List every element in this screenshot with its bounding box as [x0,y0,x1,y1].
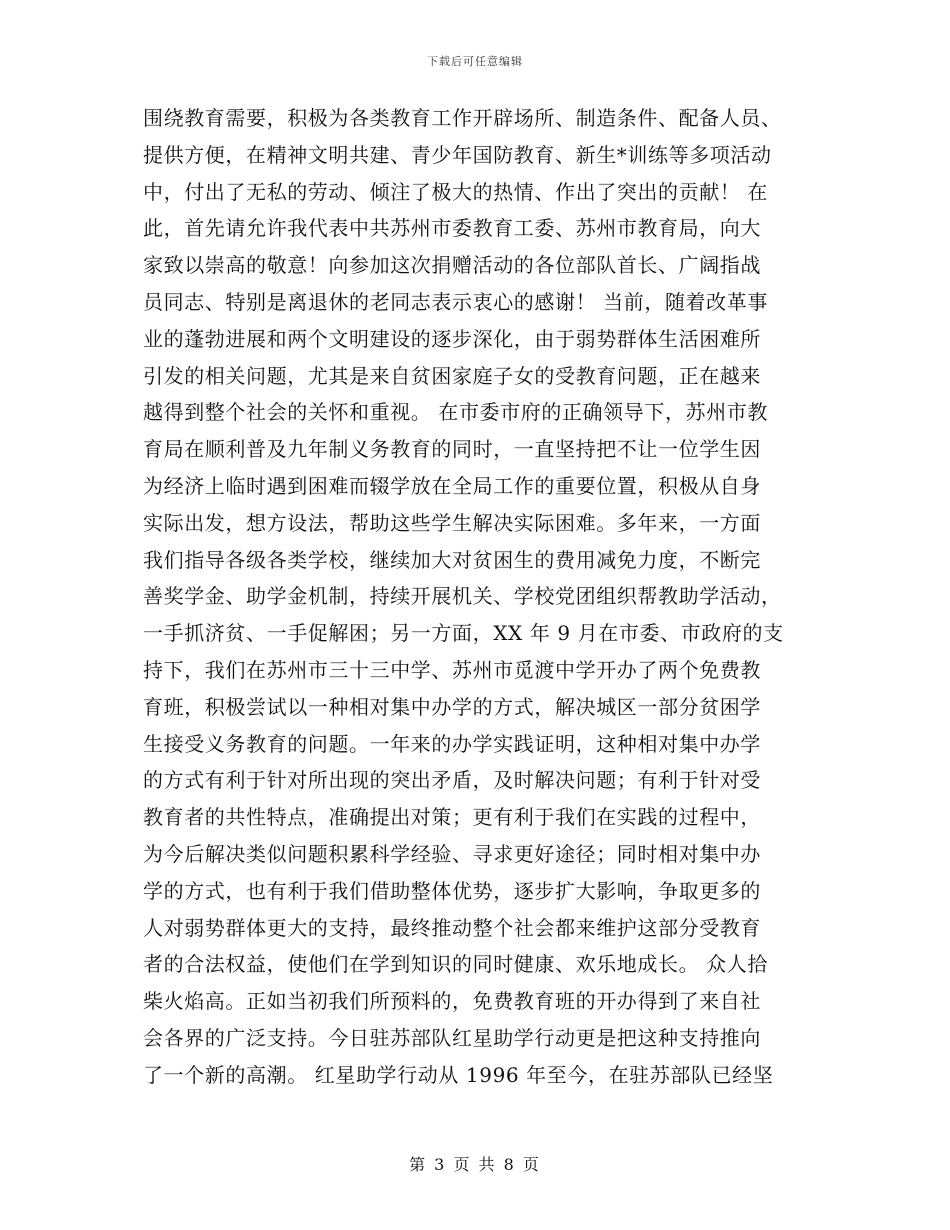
paragraph-line: 育局在顺利普及九年制义务教育的同时，一直坚持把不让一位学生因 [143,437,761,462]
paragraph-line: 持下，我们在苏州市三十三中学、苏州市觅渡中学开办了两个免费教 [143,657,761,682]
paragraph-line: 善奖学金、助学金机制，持续开展机关、学校党团组织帮教助学活动， [143,584,782,609]
paragraph-line: 为经济上临时遇到困难而辍学放在全局工作的重要位置，积极从自身 [143,473,761,498]
paragraph-line: 一手抓济贫、一手促解困；另一方面，XX 年 9 月在市委、市政府的支 [143,621,784,646]
paragraph-line: 提供方便，在精神文明共建、青少年国防教育、新生*训练等多项活动 [143,142,772,167]
paragraph-line: 引发的相关问题，尤其是来自贫困家庭子女的受教育问题，正在越来 [143,363,761,388]
paragraph-line: 教育者的共性特点，准确提出对策；更有利于我们在实践的过程中， [143,805,761,830]
paragraph-line: 我们指导各级各类学校，继续加大对贫困生的费用减免力度，不断完 [143,547,761,572]
paragraph-line: 生接受义务教育的问题。一年来的办学实践证明，这种相对集中办学 [143,731,761,756]
body-text [143,100,815,1094]
paragraph-line: 会各界的广泛支持。今日驻苏部队红星助学行动更是把这种支持推向 [143,1025,761,1050]
paragraph-line: 越得到整个社会的关怀和重视。 在市委市府的正确领导下，苏州市教 [143,400,768,425]
paragraph-line: 育班，积极尝试以一种相对集中办学的方式，解决城区一部分贫困学 [143,694,761,719]
paragraph-line: 为今后解决类似问题积累科学经验、寻求更好途径；同时相对集中办 [143,841,761,866]
paragraph-line: 围绕教育需要，积极为各类教育工作开辟场所、制造条件、配备人员、 [143,106,782,130]
paragraph-line: 此，首先请允许我代表中共苏州市委教育工委、苏州市教育局，向大 [143,216,761,241]
paragraph-line: 家致以崇高的敬意！向参加这次捐赠活动的各位部队首长、广阔指战 [143,253,761,278]
paragraph-line: 了一个新的高潮。 红星助学行动从 1996 年至今，在驻苏部队已经坚 [143,1062,774,1087]
paragraph-line: 中，付出了无私的劳动、倾注了极大的热情、作出了突出的贡献！ 在 [143,179,768,204]
page-header-note: 下载后可任意编辑 [427,55,523,68]
paragraph-line: 柴火焰高。正如当初我们所预料的，免费教育班的开办得到了来自社 [143,989,761,1014]
paragraph-line: 学的方式，也有利于我们借助整体优势，逐步扩大影响，争取更多的 [143,878,761,903]
paragraph-line: 员同志、特别是离退休的老同志表示衷心的感谢！ 当前，随着改革事 [143,289,768,314]
paragraph-line: 实际出发，想方设法，帮助这些学生解决实际困难。多年来，一方面 [143,510,761,535]
paragraph-line: 人对弱势群体更大的支持，最终推动整个社会都来维护这部分受教育 [143,915,761,940]
paragraph-line: 的方式有利于针对所出现的突出矛盾，及时解决问题；有利于针对受 [143,768,761,793]
page-number-footer: 第 3 页 共 8 页 [409,1155,541,1174]
paragraph-line: 业的蓬勃进展和两个文明建设的逐步深化，由于弱势群体生活困难所 [143,326,761,351]
paragraph-line: 者的合法权益，使他们在学到知识的同时健康、欢乐地成长。 众人拾 [143,952,768,977]
